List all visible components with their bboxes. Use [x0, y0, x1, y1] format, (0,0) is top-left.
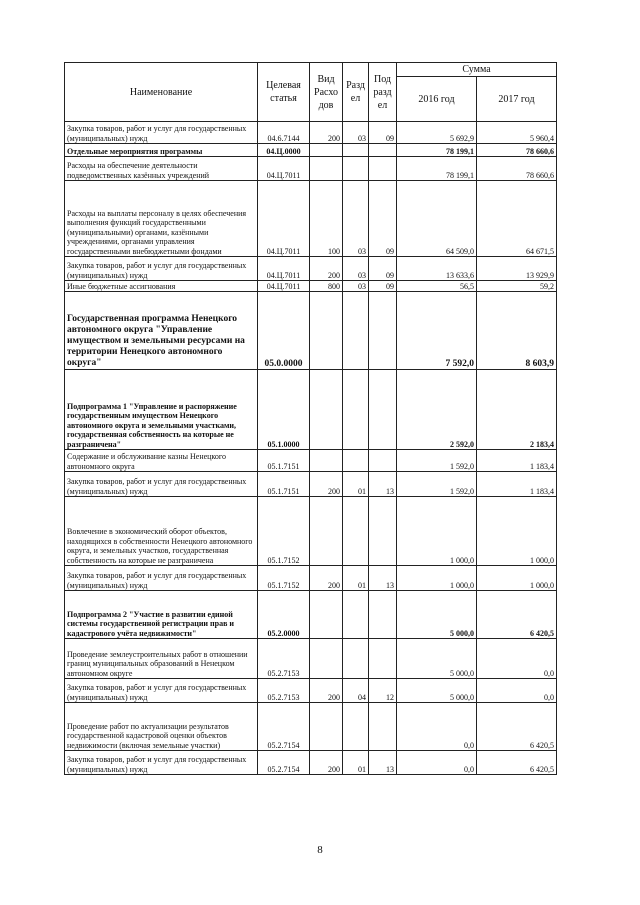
row-code: 04.Ц.7011: [258, 181, 310, 257]
row-razdel: [343, 144, 369, 157]
row-2017: 1 183,4: [477, 472, 557, 497]
row-podrazdel: 13: [369, 751, 397, 775]
table-row: [65, 679, 557, 703]
row-2017: 0,0: [477, 639, 557, 679]
row-2016: 5 000,0: [397, 639, 477, 679]
table-row: [65, 497, 557, 566]
row-code: 05.1.0000: [258, 370, 310, 450]
row-2017: 13 929,9: [477, 257, 557, 281]
row-vid: 200: [310, 122, 343, 144]
table-row: [65, 450, 557, 472]
row-2016: 5 000,0: [397, 679, 477, 703]
row-2017: 78 660,6: [477, 144, 557, 157]
row-2017: 5 960,4: [477, 122, 557, 144]
row-podrazdel: [369, 144, 397, 157]
row-2017: 59,2: [477, 281, 557, 292]
row-vid: 200: [310, 257, 343, 281]
row-code: 05.2.7154: [258, 703, 310, 751]
row-podrazdel: [369, 639, 397, 679]
row-razdel: [343, 497, 369, 566]
row-podrazdel: [369, 497, 397, 566]
row-2016: 1 000,0: [397, 566, 477, 591]
row-2016: 78 199,1: [397, 157, 477, 181]
row-vid: [310, 450, 343, 472]
header-2016: 2016 год: [397, 77, 477, 122]
row-2017: 78 660,6: [477, 157, 557, 181]
row-podrazdel: 09: [369, 181, 397, 257]
row-vid: [310, 591, 343, 639]
row-2016: 64 509,0: [397, 181, 477, 257]
header-name: Наименование: [65, 63, 258, 122]
row-name: Проведение работ по актуализации результатов государственной кадастровой оценки объектов недвижимости (включая земельные участки): [65, 703, 258, 751]
row-razdel: [343, 292, 369, 370]
row-razdel: [343, 370, 369, 450]
row-2016: 1 592,0: [397, 472, 477, 497]
table-row: [65, 639, 557, 679]
row-podrazdel: [369, 450, 397, 472]
row-name: Закупка товаров, работ и услуг для государственных (муниципальных) нужд: [65, 751, 258, 775]
row-2016: 78 199,1: [397, 144, 477, 157]
row-2016: 5 000,0: [397, 591, 477, 639]
table-body: [65, 122, 557, 775]
row-podrazdel: [369, 703, 397, 751]
row-2017: 1 000,0: [477, 497, 557, 566]
row-2017: 6 420,5: [477, 591, 557, 639]
row-name: Подпрограмма 1 "Управление и распоряжение государственным имуществом Ненецкого автономного округа и земельными участками, государственная собственность на которые не разграничена": [65, 370, 258, 450]
row-razdel: 01: [343, 751, 369, 775]
row-vid: 200: [310, 679, 343, 703]
row-name: Проведение землеустроительных работ в отношении границ муниципальных образований в Ненецком автономном округе: [65, 639, 258, 679]
header-2017: 2017 год: [477, 77, 557, 122]
row-razdel: 03: [343, 122, 369, 144]
row-podrazdel: [369, 157, 397, 181]
row-code: 04.Ц.7011: [258, 157, 310, 181]
row-2017: 1 000,0: [477, 566, 557, 591]
row-razdel: [343, 450, 369, 472]
row-vid: [310, 157, 343, 181]
row-code: 05.1.7151: [258, 472, 310, 497]
row-razdel: [343, 639, 369, 679]
row-2016: 2 592,0: [397, 370, 477, 450]
table-row: [65, 292, 557, 370]
row-name: Подпрограмма 2 "Участие в развитии единой системы государственной регистрации прав и кадастрового учёта недвижимости": [65, 591, 258, 639]
row-name: Государственная программа Ненецкого автономного округа "Управление имуществом и земельными ресурсами на территории Ненецкого автономного округа": [65, 292, 258, 370]
row-name: Отдельные мероприятия программы: [65, 144, 258, 157]
row-code: 04.Ц.7011: [258, 281, 310, 292]
header-razdel: Разд ел: [343, 63, 369, 122]
row-vid: 200: [310, 566, 343, 591]
row-vid: 200: [310, 751, 343, 775]
table-row: [65, 257, 557, 281]
row-razdel: 03: [343, 257, 369, 281]
row-code: 05.1.7152: [258, 497, 310, 566]
row-podrazdel: [369, 591, 397, 639]
table-row: [65, 181, 557, 257]
row-2017: 6 420,5: [477, 751, 557, 775]
row-podrazdel: 09: [369, 281, 397, 292]
table-row: [65, 144, 557, 157]
row-razdel: 01: [343, 472, 369, 497]
budget-table: [64, 62, 557, 775]
row-name: Закупка товаров, работ и услуг для государственных (муниципальных) нужд: [65, 257, 258, 281]
table-row: [65, 122, 557, 144]
row-podrazdel: 12: [369, 679, 397, 703]
row-podrazdel: 13: [369, 566, 397, 591]
table-row: [65, 281, 557, 292]
row-name: Расходы на выплаты персоналу в целях обеспечения выполнения функций государственными (муниципальными) органами, казёнными учреждениями, органами управления государственными внебюджетными фондами: [65, 181, 258, 257]
row-name: Расходы на обеспечение деятельности подведомственных казённых учреждений: [65, 157, 258, 181]
row-2017: 1 183,4: [477, 450, 557, 472]
row-code: 05.0.0000: [258, 292, 310, 370]
row-vid: 200: [310, 472, 343, 497]
row-2016: 1 000,0: [397, 497, 477, 566]
table-row: [65, 703, 557, 751]
row-code: 04.6.7144: [258, 122, 310, 144]
row-2016: 7 592,0: [397, 292, 477, 370]
row-code: 05.2.0000: [258, 591, 310, 639]
table-row: [65, 751, 557, 775]
row-code: 04.Ц.7011: [258, 257, 310, 281]
row-code: 04.Ц.0000: [258, 144, 310, 157]
row-2017: 64 671,5: [477, 181, 557, 257]
row-name: Вовлечение в экономический оборот объектов, находящихся в собственности Ненецкого автономного округа, и земельных участков, государственная собственность на которые не разграничена: [65, 497, 258, 566]
row-vid: [310, 497, 343, 566]
header-article: Целевая статья: [258, 63, 310, 122]
row-code: 05.2.7153: [258, 639, 310, 679]
row-name: Закупка товаров, работ и услуг для государственных (муниципальных) нужд: [65, 122, 258, 144]
row-name: Закупка товаров, работ и услуг для государственных (муниципальных) нужд: [65, 566, 258, 591]
row-name: Иные бюджетные ассигнования: [65, 281, 258, 292]
row-code: 05.1.7152: [258, 566, 310, 591]
row-vid: [310, 292, 343, 370]
header-vid: Вид Расхо дов: [310, 63, 343, 122]
row-vid: 100: [310, 181, 343, 257]
row-2016: 13 633,6: [397, 257, 477, 281]
row-vid: [310, 703, 343, 751]
row-2017: 8 603,9: [477, 292, 557, 370]
row-2016: 56,5: [397, 281, 477, 292]
row-2017: 6 420,5: [477, 703, 557, 751]
table-row: [65, 157, 557, 181]
row-razdel: [343, 591, 369, 639]
row-2016: 0,0: [397, 751, 477, 775]
row-vid: [310, 370, 343, 450]
row-name: Закупка товаров, работ и услуг для государственных (муниципальных) нужд: [65, 679, 258, 703]
row-code: 05.2.7153: [258, 679, 310, 703]
table-row: [65, 472, 557, 497]
row-2016: 1 592,0: [397, 450, 477, 472]
header-podrazdel: Под разд ел: [369, 63, 397, 122]
row-podrazdel: 13: [369, 472, 397, 497]
row-code: 05.2.7154: [258, 751, 310, 775]
row-razdel: 03: [343, 181, 369, 257]
row-razdel: [343, 703, 369, 751]
row-podrazdel: 09: [369, 257, 397, 281]
table-row: [65, 591, 557, 639]
row-2016: 0,0: [397, 703, 477, 751]
row-razdel: 01: [343, 566, 369, 591]
row-code: 05.1.7151: [258, 450, 310, 472]
row-2017: 2 183,4: [477, 370, 557, 450]
row-podrazdel: [369, 370, 397, 450]
row-2017: 0,0: [477, 679, 557, 703]
row-name: Содержание и обслуживание казны Ненецкого автономного округа: [65, 450, 258, 472]
table-row: [65, 370, 557, 450]
row-razdel: [343, 157, 369, 181]
page-number: 8: [317, 844, 323, 856]
row-vid: [310, 639, 343, 679]
header-row: [65, 63, 557, 77]
table-row: [65, 566, 557, 591]
row-vid: 800: [310, 281, 343, 292]
row-podrazdel: [369, 292, 397, 370]
header-sum: Сумма: [397, 63, 557, 77]
row-razdel: 03: [343, 281, 369, 292]
row-podrazdel: 09: [369, 122, 397, 144]
row-name: Закупка товаров, работ и услуг для государственных (муниципальных) нужд: [65, 472, 258, 497]
row-vid: [310, 144, 343, 157]
row-2016: 5 692,9: [397, 122, 477, 144]
row-razdel: 04: [343, 679, 369, 703]
